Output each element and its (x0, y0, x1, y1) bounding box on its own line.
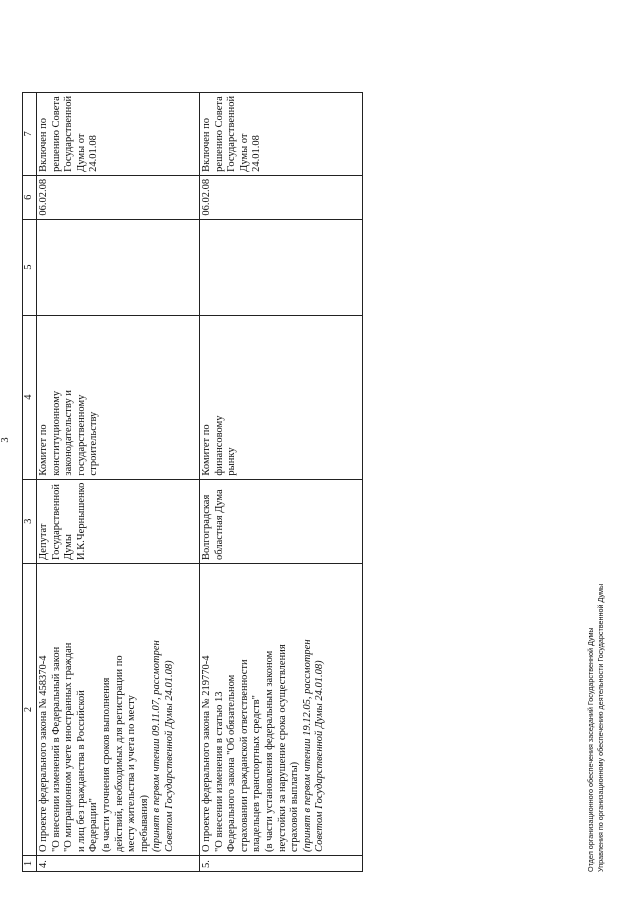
col-header-1: 1 (23, 856, 37, 872)
page-number: 3 (0, 437, 11, 443)
bill-description (200, 564, 363, 856)
committee-line: рынку (226, 447, 238, 476)
reading-note: (принят в первом чтении 19.12.05, рассмотрен (301, 639, 313, 852)
bill-line: О проекте федерального закона № 458370-4 (38, 655, 49, 852)
table-row (200, 92, 363, 871)
bill-line: "О внесении изменений в Федеральный закон (50, 646, 62, 852)
col-header-3: 3 (23, 479, 37, 563)
bill-line: и лиц без гражданства в Российской (75, 690, 87, 852)
initiator (37, 479, 200, 563)
initiator-line: Государственной (50, 484, 62, 560)
status-line: решению Совета (50, 96, 62, 172)
reading-note: Советом Государственной Думы 24.01.08) (163, 660, 175, 852)
col-header-6: 6 (23, 175, 37, 219)
row-number: 4. (37, 856, 200, 872)
bill-line: "О миграционном учете иностранных граждан (63, 642, 75, 852)
table-row (37, 92, 200, 871)
bill-line: владельцев транспортных средств" (251, 695, 263, 852)
agenda-table (22, 92, 363, 872)
initiator-line: областная Дума (213, 489, 225, 560)
initiator-line: Волгоградская (201, 494, 212, 560)
col-header-4: 4 (23, 315, 37, 479)
status-cell (37, 92, 200, 175)
committee-line: финансовому (213, 415, 225, 476)
committee-line: Комитет по (201, 424, 212, 476)
responsible-committee (37, 315, 200, 479)
bill-line: неустойки за нарушение срока осуществления (276, 644, 288, 852)
responsible-committee (200, 315, 363, 479)
bill-line: О проекте федерального закона № 219770-4 (201, 655, 212, 852)
committee-line: законодательству и (63, 390, 75, 476)
column-number-header-row (23, 92, 37, 871)
bill-line: "О внесении изменения в статью 13 (213, 691, 225, 852)
bill-line: (в части установления федеральным законом (263, 650, 275, 852)
status-line: Государственной (226, 95, 238, 172)
column-5-cell (200, 219, 363, 315)
bill-line: месту жительства и учета по месту (126, 695, 138, 852)
bill-line: (в части уточнения сроков выполнения (100, 677, 112, 852)
date-cell: 06.02.08 (37, 175, 200, 219)
status-line: Думы от 24.01.08 (75, 133, 100, 172)
document-footer (586, 584, 605, 872)
date-cell: 06.02.08 (200, 175, 363, 219)
footer-line: Отдел организационного обеспечения заседаний Государственной Думы (586, 627, 595, 872)
committee-line: строительству (88, 411, 100, 476)
bill-line: Федерации" (88, 798, 100, 852)
footer-line: Управления по организационному обеспечению деятельности Государственной Думы (595, 583, 605, 872)
col-header-2: 2 (23, 564, 37, 856)
column-5-cell (37, 219, 200, 315)
bill-line: Федерального закона "Об обязательном (226, 674, 238, 852)
rotated-document-sheet (0, 20, 620, 880)
initiator-line: Думы (63, 534, 75, 560)
row-number: 5. (200, 856, 363, 872)
bill-description (37, 564, 200, 856)
status-cell (200, 92, 363, 175)
committee-line: конституционному (50, 390, 62, 476)
status-line: Включен по (38, 117, 49, 172)
status-line: решению Совета (213, 96, 225, 172)
committee-line: Комитет по (38, 424, 49, 476)
bill-line: пребывания) (138, 795, 150, 852)
reading-note: Советом Государственной Думы 24.01.08) (314, 660, 326, 852)
bill-line: страховой выплаты) (289, 761, 301, 852)
bill-line: страховании гражданской ответственности (238, 659, 250, 852)
initiator-line: Депутат (38, 523, 49, 560)
status-line: Государственной (63, 95, 75, 172)
initiator-line: И.К.Чернышенко (75, 482, 87, 560)
col-header-5: 5 (23, 219, 37, 315)
committee-line: государственному (75, 394, 87, 476)
reading-note: (принят в первом чтении 09.11.07, рассмотрен (151, 640, 163, 852)
status-line: Включен по (201, 117, 212, 172)
bill-line: действий, необходимых для регистрации по (113, 655, 125, 852)
initiator (200, 479, 363, 563)
col-header-7: 7 (23, 92, 37, 175)
status-line: Думы от 24.01.08 (238, 133, 263, 172)
